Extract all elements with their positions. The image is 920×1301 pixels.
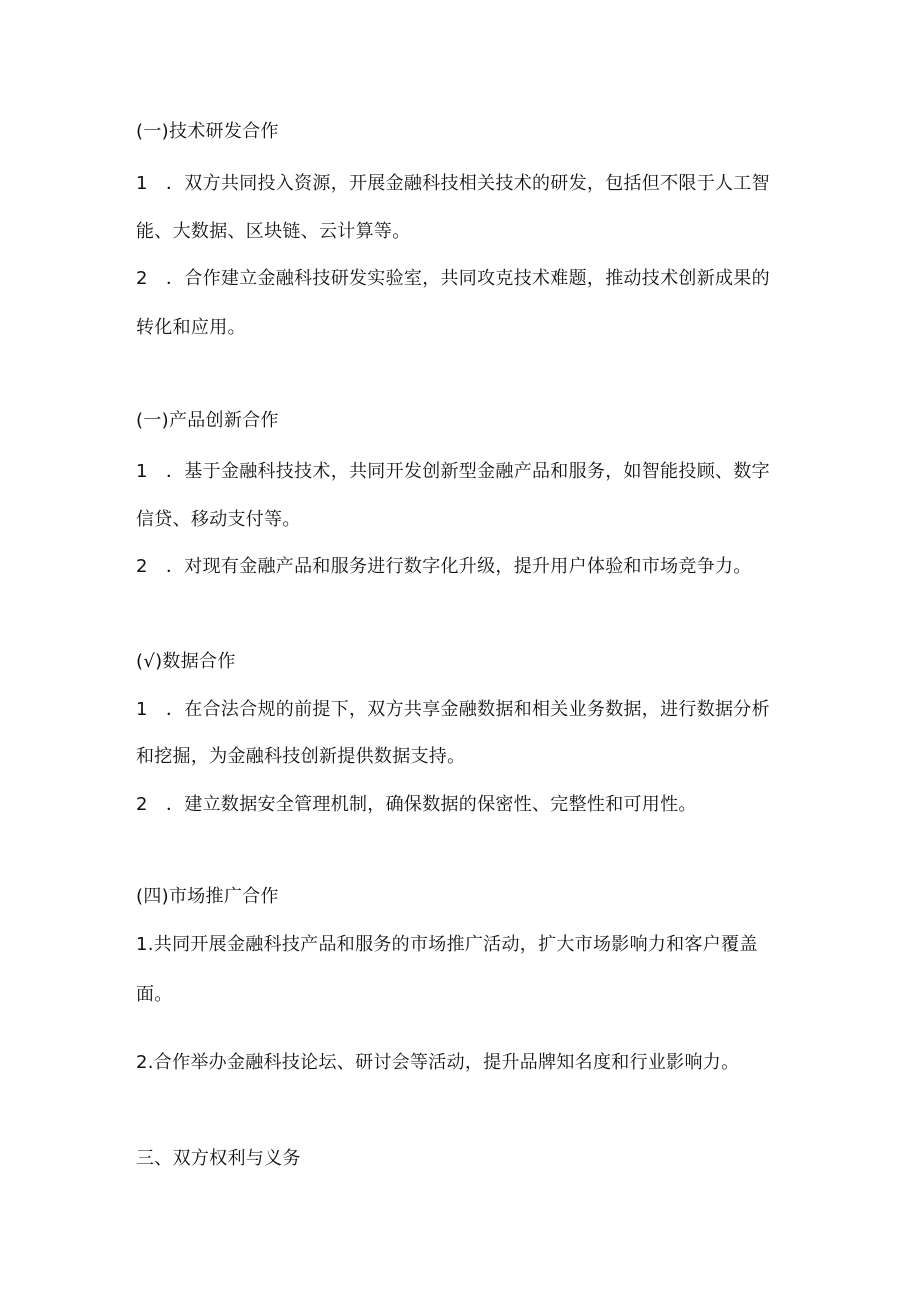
- item-text: ．对现有金融产品和服务进行数字化升级，提升用户体验和市场竞争力。: [166, 556, 752, 577]
- section-heading-4: (四)市场推广合作: [136, 886, 279, 907]
- list-item-1-1-cont: 能、大数据、区块链、云计算等。: [136, 221, 411, 242]
- item-text: ．合作建立金融科技研发实验室，共同攻克技术难题，推动技术创新成果的: [166, 268, 770, 289]
- item-number: 2: [136, 556, 148, 577]
- item-number: 1: [136, 173, 148, 194]
- section-heading-1: (一)技术研发合作: [136, 121, 279, 142]
- list-item-3-2: [136, 793, 796, 817]
- item-text: ．双方共同投入资源，开展金融科技相关技术的研发，包括但不限于人工智: [166, 173, 770, 194]
- item-number: 1: [136, 699, 148, 720]
- chapter-heading: 三、双方权利与义务: [136, 1148, 301, 1169]
- item-text: ．建立数据安全管理机制，确保数据的保密性、完整性和可用性。: [166, 794, 697, 815]
- list-item-2-1: [136, 460, 796, 484]
- item-number: 2.: [136, 1052, 154, 1073]
- item-number: 1.: [136, 934, 154, 955]
- list-item-2-1-cont: 信贷、移动支付等。: [136, 509, 301, 530]
- list-item-1-2-cont: 转化和应用。: [136, 317, 246, 338]
- list-item-3-1-cont: 和挖掘，为金融科技创新提供数据支持。: [136, 746, 466, 767]
- item-text: 共同开展金融科技产品和服务的市场推广活动，扩大市场影响力和客户覆盖: [153, 934, 758, 955]
- list-item-1-1: [136, 172, 796, 196]
- list-item-2-2: [136, 555, 796, 579]
- item-text: ．在合法合规的前提下，双方共享金融数据和相关业务数据，进行数据分析: [166, 699, 770, 720]
- list-item-4-1: [136, 933, 796, 957]
- list-item-1-2: [136, 267, 796, 291]
- list-item-4-1-cont: 面。: [136, 984, 173, 1005]
- list-item-3-1: [136, 698, 796, 722]
- item-number: 2: [136, 794, 148, 815]
- list-item-4-2: [136, 1051, 796, 1075]
- item-text: 合作举办金融科技论坛、研讨会等活动，提升品牌知名度和行业影响力。: [153, 1052, 740, 1073]
- item-number: 1: [136, 461, 148, 482]
- item-number: 2: [136, 268, 148, 289]
- item-text: ．基于金融科技技术，共同开发创新型金融产品和服务，如智能投顾、数字: [166, 461, 770, 482]
- section-heading-3: (√)数据合作: [136, 651, 236, 672]
- section-heading-2: (一)产品创新合作: [136, 410, 279, 431]
